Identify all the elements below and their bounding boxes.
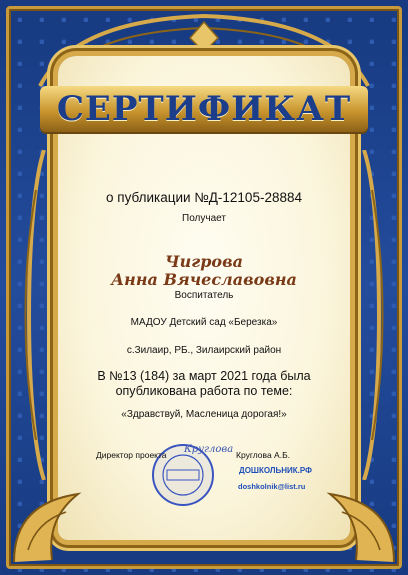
issue-line-2: опубликована работа по теме: (115, 384, 293, 398)
director-name: Круглова А.Б. (236, 450, 291, 460)
side-ornament-left (14, 150, 54, 480)
director-signature: Круглова (184, 444, 234, 455)
director-label: Директор проекта (96, 450, 167, 460)
email-link[interactable]: doshkolnik@list.ru (238, 482, 306, 491)
receives-label: Получает (182, 213, 226, 224)
issue-line-1: В №13 (184) за март 2021 года была (97, 369, 311, 383)
recipient-surname: Чигрова (165, 252, 243, 271)
work-title: «Здравствуй, Масленица дорогая!» (121, 409, 287, 420)
side-ornament-right (354, 150, 394, 480)
corner-ornament-bottom-left (8, 480, 98, 568)
recipient-organization: МАДОУ Детский сад «Березка» (130, 317, 278, 328)
certificate-title: СЕРТИФИКАТ (56, 89, 352, 129)
recipient-position: Воспитатель (174, 290, 234, 301)
recipient-given-names: Анна Вячеславовна (111, 270, 297, 289)
corner-ornament-bottom-right (310, 480, 400, 568)
publication-number: о публикации №Д-12105-28884 (106, 190, 302, 205)
site-link[interactable]: ДОШКОЛЬНИК.РФ (239, 466, 312, 475)
recipient-location: с.Зилаир, РБ., Зилаирский район (126, 345, 282, 356)
